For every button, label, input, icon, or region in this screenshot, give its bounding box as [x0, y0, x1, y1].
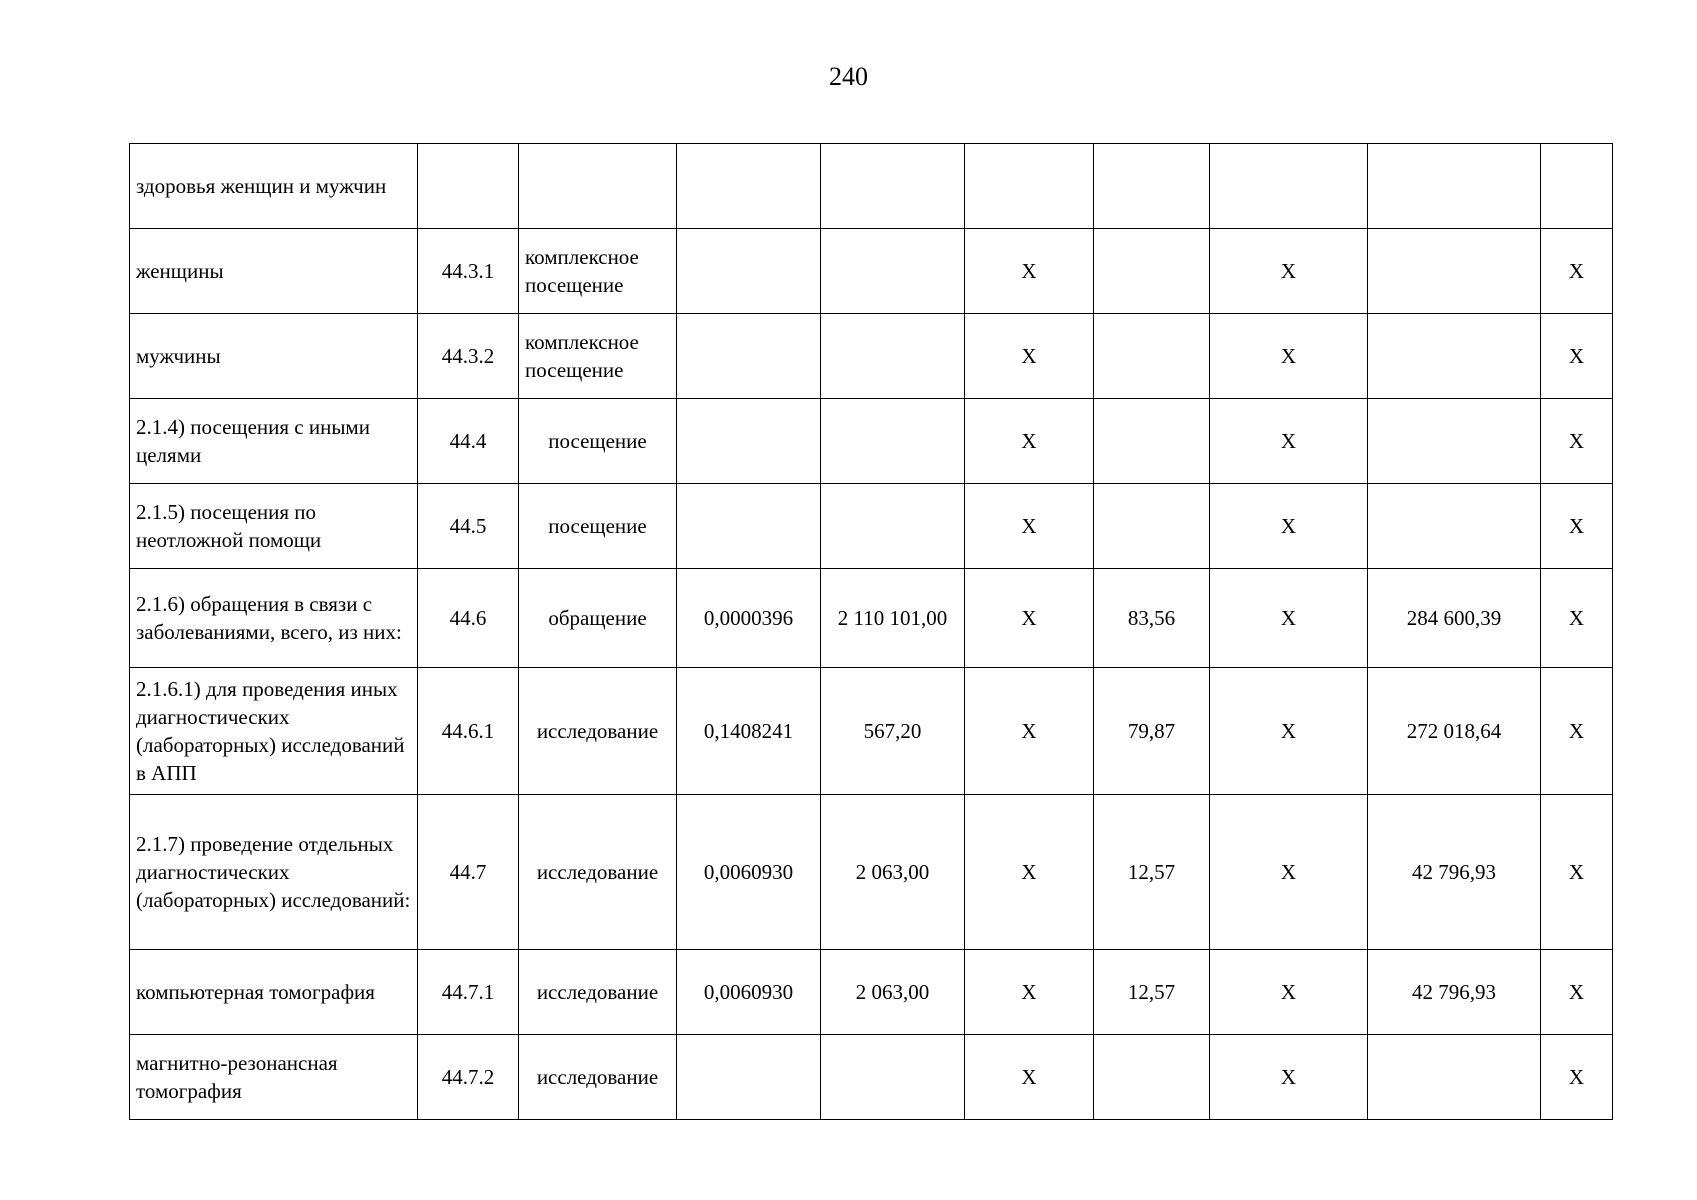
table-row [130, 314, 1613, 399]
row-value-2-cell: 2 063,00 [821, 795, 965, 950]
table-row [130, 144, 1613, 229]
row-value-4-cell [1368, 484, 1541, 569]
row-name-cell: магнитно-резонансная томография [130, 1035, 418, 1120]
row-x-2-cell: X [1210, 950, 1368, 1035]
row-unit-cell: исследование [519, 795, 677, 950]
table-row [130, 950, 1613, 1035]
row-unit-cell: исследование [519, 950, 677, 1035]
row-x-2-cell: X [1210, 668, 1368, 795]
row-x-3-cell: X [1541, 314, 1613, 399]
row-code-cell: 44.7.2 [418, 1035, 519, 1120]
row-value-4-cell [1368, 229, 1541, 314]
row-x-1-cell: X [965, 1035, 1094, 1120]
row-x-3-cell: X [1541, 484, 1613, 569]
page-number: 240 [829, 62, 868, 91]
row-x-3-cell [1541, 144, 1613, 229]
row-value-3-cell: 83,56 [1094, 569, 1210, 668]
row-code-cell: 44.7 [418, 795, 519, 950]
table-row [130, 668, 1613, 795]
row-code-cell: 44.6 [418, 569, 519, 668]
table-row [130, 1035, 1613, 1120]
row-code-cell: 44.6.1 [418, 668, 519, 795]
row-unit-cell [519, 144, 677, 229]
row-unit-cell: посещение [519, 399, 677, 484]
row-code-cell: 44.3.2 [418, 314, 519, 399]
row-code-cell: 44.7.1 [418, 950, 519, 1035]
row-value-4-cell [1368, 399, 1541, 484]
row-x-1-cell: X [965, 950, 1094, 1035]
row-x-3-cell: X [1541, 229, 1613, 314]
row-value-1-cell [677, 229, 821, 314]
row-code-cell: 44.3.1 [418, 229, 519, 314]
row-value-2-cell [821, 484, 965, 569]
row-x-2-cell: X [1210, 229, 1368, 314]
row-name-cell: 2.1.5) посещения по неотложной помощи [130, 484, 418, 569]
row-value-4-cell: 284 600,39 [1368, 569, 1541, 668]
row-unit-cell: обращение [519, 569, 677, 668]
table-row [130, 795, 1613, 950]
row-x-2-cell [1210, 144, 1368, 229]
row-x-2-cell: X [1210, 795, 1368, 950]
row-x-1-cell: X [965, 229, 1094, 314]
row-x-1-cell: X [965, 795, 1094, 950]
row-value-3-cell [1094, 484, 1210, 569]
row-value-2-cell [821, 399, 965, 484]
row-value-3-cell: 79,87 [1094, 668, 1210, 795]
row-name-cell: женщины [130, 229, 418, 314]
row-value-2-cell [821, 144, 965, 229]
table-row [130, 484, 1613, 569]
row-code-cell: 44.4 [418, 399, 519, 484]
table-row [130, 229, 1613, 314]
row-name-cell: 2.1.4) посещения с иными целями [130, 399, 418, 484]
row-value-1-cell: 0,0060930 [677, 795, 821, 950]
row-value-3-cell: 12,57 [1094, 950, 1210, 1035]
row-value-1-cell [677, 1035, 821, 1120]
row-value-2-cell [821, 229, 965, 314]
row-value-4-cell [1368, 144, 1541, 229]
row-name-cell: компьютерная томография [130, 950, 418, 1035]
row-name-cell: 2.1.6) обращения в связи с заболеваниями, всего, из них: [130, 569, 418, 668]
row-x-2-cell: X [1210, 569, 1368, 668]
row-x-3-cell: X [1541, 399, 1613, 484]
row-x-1-cell: X [965, 569, 1094, 668]
row-value-4-cell: 42 796,93 [1368, 795, 1541, 950]
row-value-1-cell: 0,0060930 [677, 950, 821, 1035]
row-value-1-cell [677, 484, 821, 569]
row-value-2-cell: 2 063,00 [821, 950, 965, 1035]
row-value-2-cell [821, 314, 965, 399]
row-value-2-cell [821, 1035, 965, 1120]
row-unit-cell: комплексное посещение [519, 314, 677, 399]
row-x-1-cell: X [965, 668, 1094, 795]
row-code-cell: 44.5 [418, 484, 519, 569]
row-value-3-cell: 12,57 [1094, 795, 1210, 950]
row-value-1-cell: 0,0000396 [677, 569, 821, 668]
row-value-3-cell [1094, 399, 1210, 484]
row-x-3-cell: X [1541, 569, 1613, 668]
row-x-1-cell [965, 144, 1094, 229]
row-value-2-cell: 567,20 [821, 668, 965, 795]
row-value-1-cell: 0,1408241 [677, 668, 821, 795]
row-x-2-cell: X [1210, 484, 1368, 569]
row-name-cell: мужчины [130, 314, 418, 399]
row-value-3-cell [1094, 1035, 1210, 1120]
row-x-2-cell: X [1210, 1035, 1368, 1120]
row-value-1-cell [677, 399, 821, 484]
data-table [129, 143, 1613, 1120]
row-value-3-cell [1094, 144, 1210, 229]
row-value-2-cell: 2 110 101,00 [821, 569, 965, 668]
row-x-3-cell: X [1541, 950, 1613, 1035]
row-name-cell: 2.1.7) проведение отдельных диагностических (лабораторных) исследований: [130, 795, 418, 950]
row-value-4-cell: 42 796,93 [1368, 950, 1541, 1035]
row-unit-cell: исследование [519, 1035, 677, 1120]
row-name-cell: здоровья женщин и мужчин [130, 144, 418, 229]
row-value-1-cell [677, 314, 821, 399]
row-value-4-cell [1368, 1035, 1541, 1120]
table-row [130, 569, 1613, 668]
row-code-cell [418, 144, 519, 229]
row-value-4-cell: 272 018,64 [1368, 668, 1541, 795]
row-unit-cell: исследование [519, 668, 677, 795]
row-value-4-cell [1368, 314, 1541, 399]
table-row [130, 399, 1613, 484]
row-unit-cell: комплексное посещение [519, 229, 677, 314]
row-x-1-cell: X [965, 314, 1094, 399]
row-x-2-cell: X [1210, 399, 1368, 484]
row-value-1-cell [677, 144, 821, 229]
row-value-3-cell [1094, 229, 1210, 314]
row-name-cell: 2.1.6.1) для проведения иных диагностических (лабораторных) исследований в АПП [130, 668, 418, 795]
row-x-3-cell: X [1541, 1035, 1613, 1120]
row-x-2-cell: X [1210, 314, 1368, 399]
row-x-1-cell: X [965, 399, 1094, 484]
row-unit-cell: посещение [519, 484, 677, 569]
row-value-3-cell [1094, 314, 1210, 399]
row-x-1-cell: X [965, 484, 1094, 569]
row-x-3-cell: X [1541, 795, 1613, 950]
row-x-3-cell: X [1541, 668, 1613, 795]
